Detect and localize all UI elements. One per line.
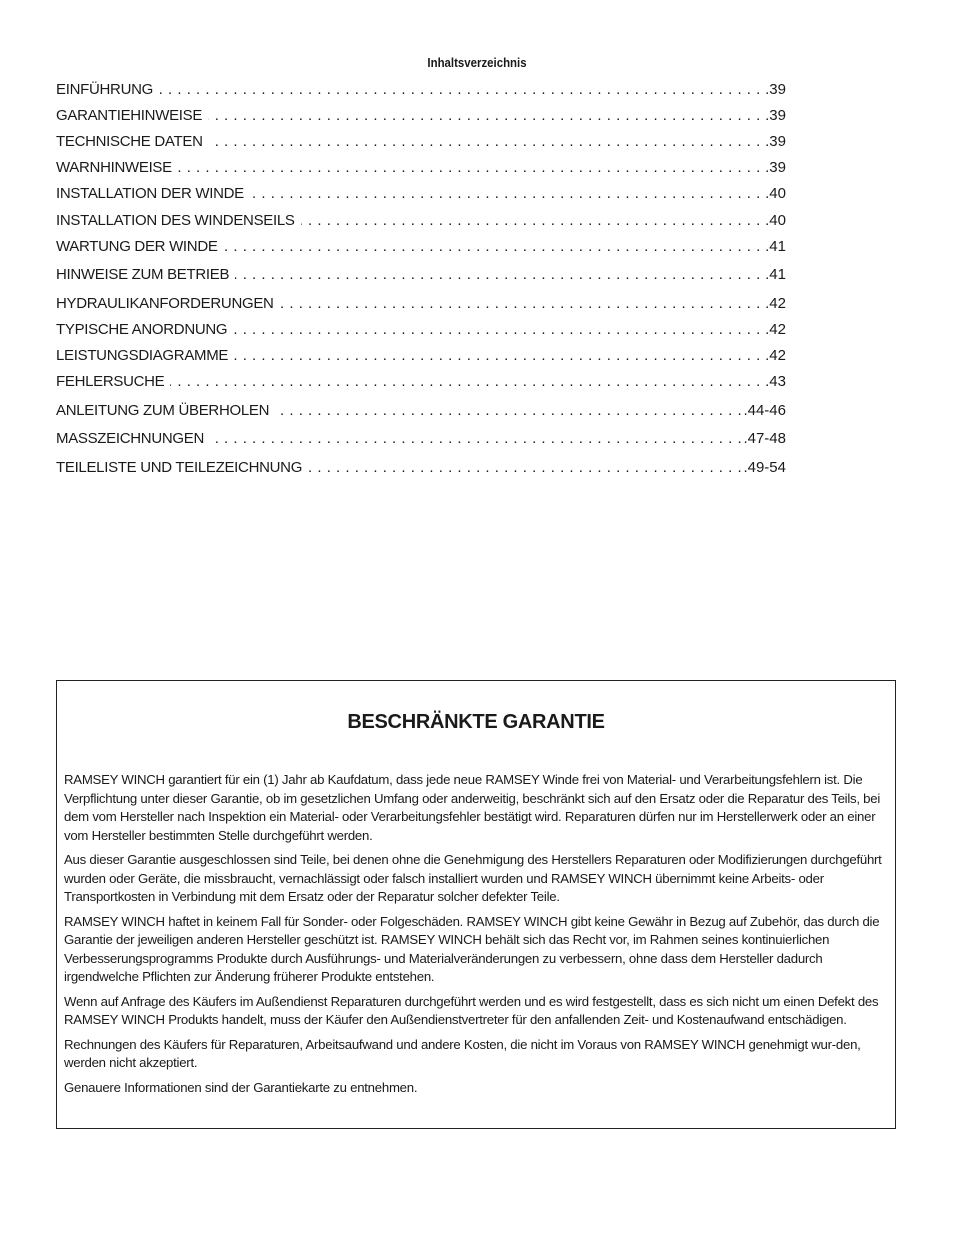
toc-entry-page: .39 (765, 107, 786, 124)
toc-entry-page: .42 (765, 321, 786, 338)
toc-entry-page: .42 (765, 295, 786, 312)
toc-entry[interactable] (56, 184, 786, 204)
toc-entry-title: TECHNISCHE DATEN (56, 132, 209, 152)
toc-entry[interactable] (56, 158, 786, 178)
toc-entry-title: ANLEITUNG ZUM ÜBERHOLEN (56, 401, 275, 421)
warranty-title: BESCHRÄNKTE GARANTIE (347, 711, 605, 733)
toc-entry-page: .42 (765, 347, 786, 364)
toc-entry-page: .47-48 (743, 430, 786, 447)
toc-entry-page: .43 (765, 373, 786, 390)
toc-entry-title: EINFÜHRUNG (56, 80, 159, 100)
toc-entry-title: INSTALLATION DER WINDE (56, 184, 250, 204)
toc-entry-page: .39 (765, 159, 786, 176)
toc-entry-page: .40 (765, 212, 786, 229)
toc-entry-title: TEILELISTE UND TEILEZEICHNUNG (56, 458, 308, 478)
toc-entry[interactable] (56, 80, 786, 100)
toc-entry-title: GARANTIEHINWEISE (56, 106, 208, 126)
toc-entry-page: .40 (765, 185, 786, 202)
toc-entry[interactable] (56, 429, 786, 449)
toc-entry-title: WARNHINWEISE (56, 158, 178, 178)
toc-entry[interactable] (56, 372, 786, 392)
toc-entry-page: .41 (765, 238, 786, 255)
toc-entry-title: WARTUNG DER WINDE (56, 237, 224, 257)
toc-entry-page: .39 (765, 81, 786, 98)
toc-heading: Inhaltsverzeichnis (427, 55, 527, 70)
warranty-paragraph: RAMSEY WINCH garantiert für ein (1) Jahr ab Kaufdatum, dass jede neue RAMSEY Winde frei von Material- und Verarbeitungsfehlern ist. Die Verpflichtung unter dieser Garantie, ob im gesetzlichen Umfang oder anderweitig, beschränkt sich auf den Ersatz oder die Reparatur des Teils, bei dem vom Hersteller nach Inspektion ein Material- oder Verarbeitungsfehler bestätigt wird. Reparaturen dürfen nur im Herstellerwerk oder an einer vom Hersteller bestimmten Stelle durchgeführt werden. (64, 772, 881, 843)
toc-entry[interactable] (56, 401, 786, 421)
warranty-body (64, 771, 890, 1103)
toc-entry[interactable] (56, 294, 786, 314)
toc-entry-title: INSTALLATION DES WINDENSEILS (56, 211, 301, 231)
toc-entry-title: TYPISCHE ANORDNUNG (56, 320, 233, 340)
warranty-paragraph: Rechnungen des Käufers für Reparaturen, Arbeitsaufwand und andere Kosten, die nicht im Voraus von RAMSEY WINCH genehmigt wur-den, werden nicht akzeptiert. (64, 1036, 861, 1070)
toc-entry-title: FEHLERSUCHE (56, 372, 170, 392)
toc-entry-page: .44-46 (743, 402, 786, 419)
warranty-paragraph: RAMSEY WINCH haftet in keinem Fall für Sonder- oder Folgeschäden. RAMSEY WINCH gibt keine Gewähr in Bezug auf Zubehör, das durch die Garantie der jeweiligen anderen Hersteller geschützt ist. RAMSEY WINCH behält sich das Recht vor, im Rahmen seines kontinuierlichen Verbesserungsprogramms Produkte durch Ausführungs- und Materialveränderungen zu verbessern, ohne dass dem Hersteller dadurch irgendwelche Pflichten zur Änderung früherer Produkte entstehen. (64, 913, 880, 984)
table-of-contents (56, 80, 786, 476)
toc-entry[interactable] (56, 237, 786, 257)
toc-entry[interactable] (56, 265, 786, 285)
toc-entry-title: MASSZEICHNUNGEN (56, 429, 210, 449)
toc-entry[interactable] (56, 211, 786, 231)
toc-entry[interactable] (56, 320, 786, 340)
toc-entry[interactable] (56, 458, 786, 478)
warranty-box (56, 680, 896, 1129)
toc-entry-title: HYDRAULIKANFORDERUNGEN (56, 294, 280, 314)
toc-entry[interactable] (56, 106, 786, 126)
toc-entry[interactable] (56, 346, 786, 366)
toc-entry[interactable] (56, 132, 786, 152)
warranty-paragraph: Aus dieser Garantie ausgeschlossen sind Teile, bei denen ohne die Genehmigung des Herstellers Reparaturen oder Modifizierungen durchgeführt wurden oder Geräte, die missbraucht, vernachlässigt oder falsch installiert wurden und RAMSEY WINCH übernimmt keine Arbeits- oder Transportkosten in Verbindung mit dem Ersatz oder der Reparatur solcher defekter Teile. (64, 852, 882, 904)
toc-entry-title: LEISTUNGSDIAGRAMME (56, 346, 234, 366)
toc-entry-page: .41 (765, 266, 786, 283)
toc-entry-page: .39 (765, 133, 786, 150)
toc-entry-page: .49-54 (743, 459, 786, 476)
warranty-paragraph: Wenn auf Anfrage des Käufers im Außendienst Reparaturen durchgeführt werden und es wird festgestellt, dass es sich nicht um einen Defekt des RAMSEY WINCH Produkts handelt, muss der Käufer den Außendienstvertreter für den anfallenden Zeit- und Kostenaufwand entschädigen. (64, 993, 879, 1027)
warranty-paragraph: Genauere Informationen sind der Garantiekarte zu entnehmen. (64, 1079, 418, 1095)
toc-entry-title: HINWEISE ZUM BETRIEB (56, 265, 235, 285)
